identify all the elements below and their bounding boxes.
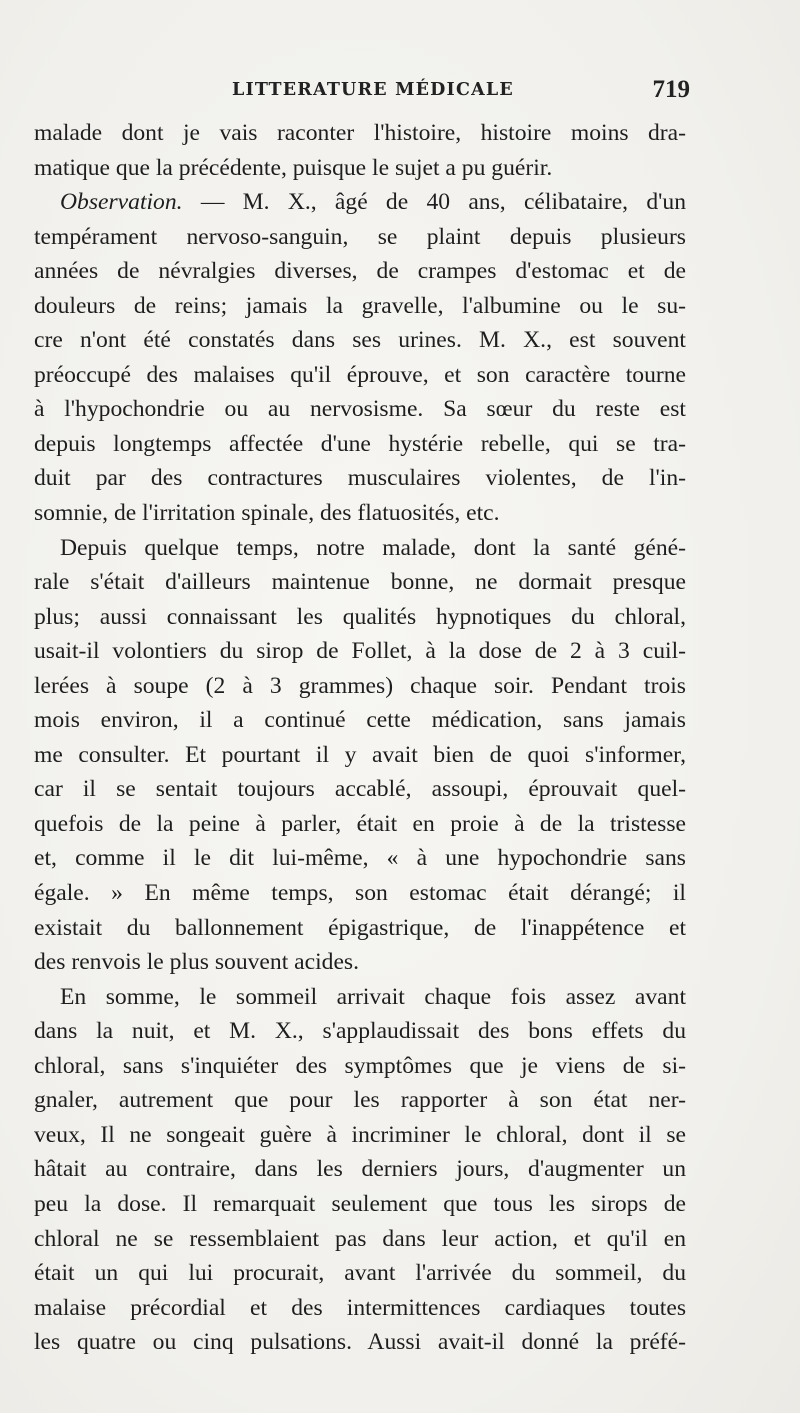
body-text	[34, 116, 686, 1360]
text-line: années de névralgies diverses, de crampes d'estomac et de	[34, 258, 686, 285]
paragraph	[34, 116, 686, 185]
text-line: malaise précordial et des intermittences cardiaques toutes	[34, 1294, 686, 1321]
text-line: cre n'ont été constatés dans ses urines. M. X., est souvent	[34, 327, 686, 354]
text-line-rest: — M. X., âgé de 40 ans, célibataire, d'un	[182, 189, 686, 216]
text-line: En somme, le sommeil arrivait chaque fois assez avant	[60, 983, 686, 1010]
text-line: chloral, sans s'inquiéter des symptômes que je viens de si-	[34, 1052, 686, 1079]
paragraph	[34, 531, 686, 980]
text-line: douleurs de reins; jamais la gravelle, l'albumine ou le su-	[34, 292, 686, 319]
text-line: depuis longtemps affectée d'une hystérie rebelle, qui se tra-	[34, 430, 686, 457]
observation-label: Observation.	[60, 189, 183, 216]
text-line: lerées à soupe (2 à 3 grammes) chaque soir. Pendant trois	[34, 672, 686, 699]
text-line: était un qui lui procurait, avant l'arrivée du sommeil, du	[34, 1260, 686, 1287]
paragraph	[34, 980, 686, 1360]
text-line: matique que la précédente, puisque le sujet a pu guérir.	[34, 154, 553, 181]
text-line: peu la dose. Il remarquait seulement que tous les sirops de	[34, 1190, 686, 1217]
text-line: quefois de la peine à parler, était en proie à de la tristesse	[34, 810, 686, 837]
text-line: existait du ballonnement épigastrique, de l'inappétence et	[34, 914, 686, 941]
page-number: 719	[652, 76, 690, 103]
text-line: chloral ne se ressemblaient pas dans leur action, et qu'il en	[34, 1225, 686, 1252]
paragraph	[34, 185, 686, 530]
text-line: mois environ, il a continué cette médication, sans jamais	[34, 707, 686, 734]
text-line: et, comme il le dit lui-même, « à une hypochondrie sans	[34, 845, 686, 872]
text-line: plus; aussi connaissant les qualités hypnotiques du chloral,	[34, 603, 686, 630]
text-line: égale. » En même temps, son estomac était dérangé; il	[34, 880, 686, 907]
text-line: préoccupé des malaises qu'il éprouve, et son caractère tourne	[34, 361, 686, 388]
text-line: dans la nuit, et M. X., s'applaudissait des bons effets du	[34, 1018, 686, 1045]
page-header	[34, 76, 690, 108]
text-line: Depuis quelque temps, notre malade, dont la santé géné-	[60, 534, 686, 561]
text-line: duit par des contractures musculaires violentes, de l'in-	[34, 465, 686, 492]
text-line: tempérament nervoso-sanguin, se plaint depuis plusieurs	[34, 223, 686, 250]
text-line: car il se sentait toujours accablé, assoupi, éprouvait quel-	[34, 776, 686, 803]
text-line: usait-il volontiers du sirop de Follet, à la dose de 2 à 3 cuil-	[34, 638, 686, 665]
text-line: malade dont je vais raconter l'histoire, histoire moins dra-	[34, 120, 686, 146]
text-line: rale s'était d'ailleurs maintenue bonne, ne dormait presque	[34, 569, 686, 596]
text-line: des renvois le plus souvent acides.	[34, 949, 360, 976]
running-title: LITTERATURE MÉDICALE	[232, 80, 514, 100]
text-line: hâtait au contraire, dans les derniers jours, d'augmenter un	[34, 1156, 686, 1183]
text-line: me consulter. Et pourtant il y avait bien de quoi s'informer,	[34, 741, 686, 768]
text-line: somnie, de l'irritation spinale, des flatuosités, etc.	[34, 500, 500, 527]
text-line	[34, 185, 686, 220]
text-line: à l'hypochondrie ou au nervosisme. Sa sœur du reste est	[34, 396, 686, 423]
text-line: gnaler, autrement que pour les rapporter à son état ner-	[34, 1087, 686, 1114]
text-line: veux, Il ne songeait guère à incriminer le chloral, dont il se	[34, 1121, 686, 1148]
text-line: les quatre ou cinq pulsations. Aussi avait-il donné la préfé-	[34, 1329, 686, 1356]
